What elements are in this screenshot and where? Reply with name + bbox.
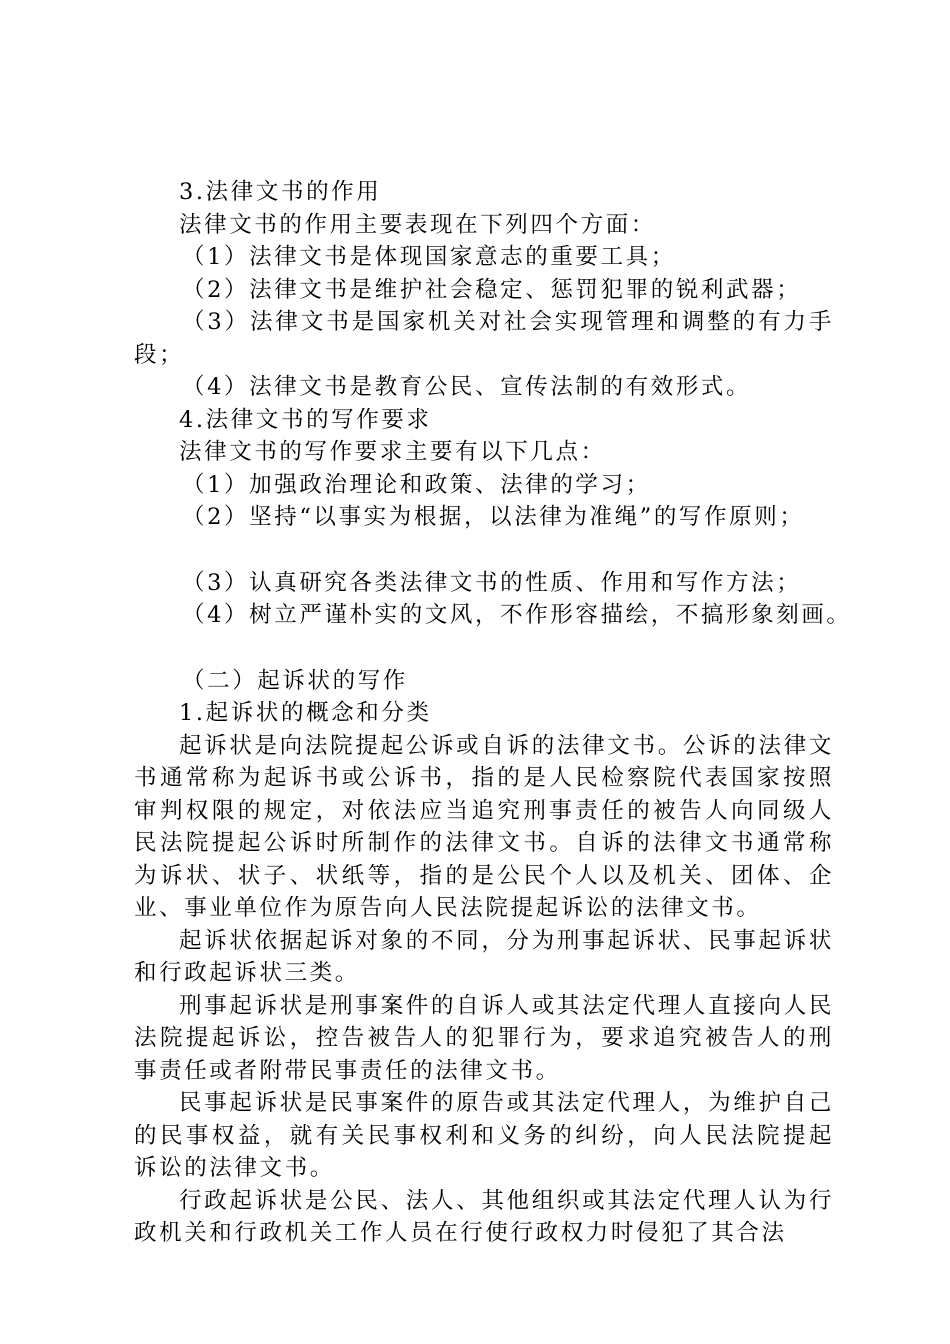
- paragraph: 民事起诉状是民事案件的原告或其法定代理人，为维护自己的民事权益，就有关民事权利和义务的纠纷，向人民法院提起诉讼的法律文书。: [134, 1090, 834, 1181]
- section-intro: 法律文书的作用主要表现在下列四个方面：: [179, 211, 656, 238]
- blank-line: [134, 632, 834, 665]
- section-heading: 3.法律文书的作用: [179, 179, 382, 205]
- blank-line: [134, 534, 834, 567]
- list-item: （1）法律文书是体现国家意志的重要工具；: [182, 244, 676, 270]
- section-heading: 4.法律文书的写作要求: [179, 406, 432, 433]
- section-intro: 法律文书的写作要求主要有以下几点：: [179, 439, 606, 465]
- paragraph: 起诉状依据起诉对象的不同，分为刑事起诉状、民事起诉状和行政起诉状三类。: [134, 927, 834, 986]
- list-item: （1）加强政治理论和政策、法律的学习；: [182, 471, 651, 498]
- list-item: （4）法律文书是教育公民、宣传法制的有效形式。: [182, 374, 752, 400]
- sub-heading: 1.起诉状的概念和分类: [179, 700, 432, 726]
- paragraph: 起诉状是向法院提起公诉或自诉的法律文书。公诉的法律文书通常称为起诉书或公诉书，指的是人民检察院代表国家按照审判权限的规定，对依法应当追究刑事责任的被告人向同级人民法院提起公诉时所制作的法律文书。自诉的法律文书通常称为诉状、状子、状纸等，指的是公民个人以及机关、团体、企业、事业单位作为原告向人民法院提起诉讼的法律文书。: [134, 732, 834, 921]
- part-heading: （二）起诉状的写作: [182, 667, 408, 694]
- list-item: （3）法律文书是国家机关对社会实现管理和调整的有力手段；: [134, 309, 834, 368]
- paragraph: 刑事起诉状是刑事案件的自诉人或其法定代理人直接向人民法院提起诉讼，控告被告人的犯罪行为，要求追究被告人的刑事责任或者附带民事责任的法律文书。: [134, 992, 834, 1084]
- list-item: （4）树立严谨朴实的文风，不作形容描绘，不搞形象刻画。: [182, 602, 852, 628]
- list-item: （2）坚持“以事实为根据，以法律为准绳”的写作原则；: [182, 504, 805, 530]
- paragraph: 行政起诉状是公民、法人、其他组织或其法定代理人认为行政机关和行政机关工作人员在行使行政权力时侵犯了其合法: [134, 1187, 834, 1246]
- document-body: [134, 176, 852, 1250]
- list-item: （2）法律文书是维护社会稳定、惩罚犯罪的锐利武器；: [182, 276, 802, 303]
- list-item: （3）认真研究各类法律文书的性质、作用和写作方法；: [182, 569, 802, 596]
